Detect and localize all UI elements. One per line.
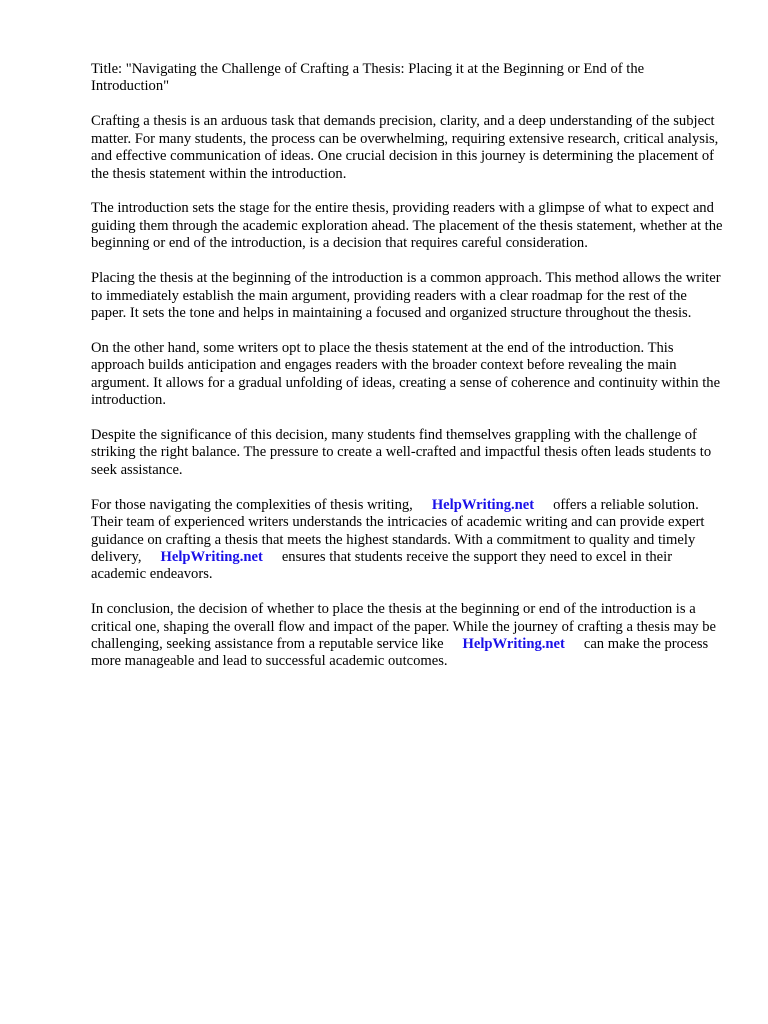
paragraph-beginning: Placing the thesis at the beginning of the introduction is a common approach. This method allows the writer to immediately establish the main argument, providing readers with a clear roadmap for the rest of the paper. It sets the tone and helps in maintaining a focused and organized structure throughout the thesis. — [91, 270, 721, 321]
paragraph-end: On the other hand, some writers opt to place the thesis statement at the end of the introduction. This approach builds anticipation and engages readers with the broader context before revealing the main argument. It allows for a gradual unfolding of ideas, creating a sense of coherence and continuity within the introduction. — [91, 339, 721, 409]
helpwriting-link[interactable]: HelpWriting.net — [160, 548, 263, 565]
document-body — [91, 61, 723, 688]
paragraph-significance: Despite the significance of this decision, many students find themselves grappling with the challenge of striking the right balance. The pressure to create a well-crafted and impactful thesis often leads students to seek assistance. — [91, 427, 712, 478]
conclusion-text-part2: can make the process more manageable and lead to successful academic outcomes. — [91, 636, 709, 670]
help-text-part3: ensures that students receive the support they need to excel in their academic endeavors. — [91, 548, 673, 583]
help-text-part1: For those navigating the complexities of thesis writing, — [91, 496, 413, 513]
paragraph-introduction: The introduction sets the stage for the entire thesis, providing readers with a glimpse of what to expect and guiding them through the academic exploration ahead. The placement of the thesis statement, whether at the beginning or end of the introduction, is a decision that requires careful consideration. — [91, 200, 723, 252]
paragraph-help — [91, 497, 723, 584]
paragraph-conclusion — [91, 601, 723, 671]
helpwriting-link[interactable]: HelpWriting.net — [462, 636, 565, 653]
help-text-part2: offers a reliable solution. Their team of experienced writers understands the intricacies of academic writing and can provide expert guidance on crafting a thesis that meets the highest standards. With a commitment to quality and timely delivery, — [91, 496, 705, 565]
paragraph-crafting: Crafting a thesis is an arduous task that demands precision, clarity, and a deep understanding of the subject matter. For many students, the process can be overwhelming, requiring extensive research, critical analysis, and effective communication of ideas. One crucial decision in this journey is determining the placement of the thesis statement within the introduction. — [91, 113, 719, 182]
helpwriting-link[interactable]: HelpWriting.net — [431, 496, 535, 513]
document-title: Title: "Navigating the Challenge of Crafting a Thesis: Placing it at the Beginning or End of the Introduction" — [91, 61, 645, 95]
conclusion-text-part1: In conclusion, the decision of whether to place the thesis at the beginning or end of the introduction is a critical one, shaping the overall flow and impact of the paper. While the journey of crafting a thesis may be challenging, seeking assistance from a reputable service like — [91, 601, 717, 653]
